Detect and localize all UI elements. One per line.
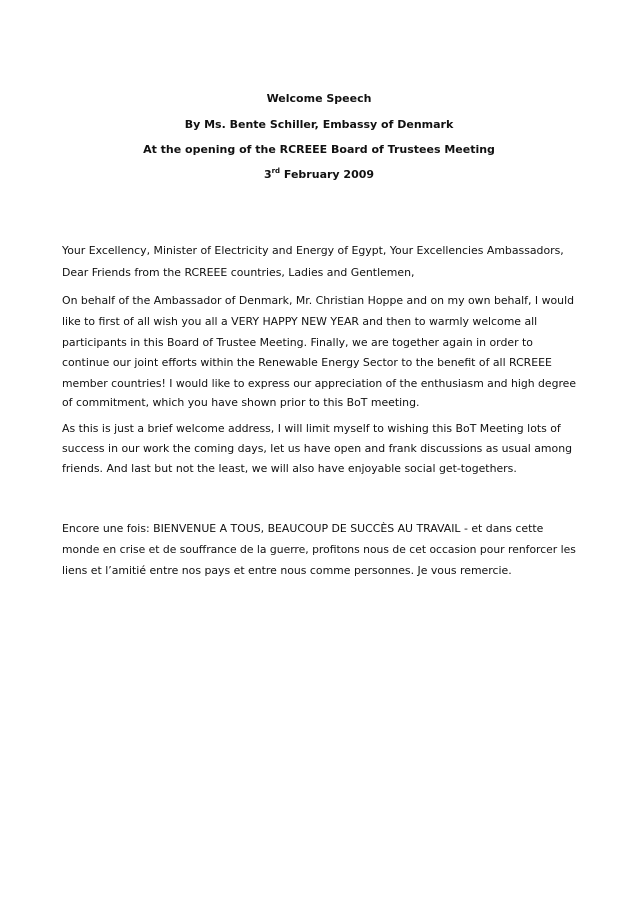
- paragraph-line: Your Excellency, Minister of Electricity and Energy of Egypt, Your Excellencies Ambassadors,: [62, 244, 564, 257]
- paragraph-line: member countries! I would like to express our appreciation of the enthusiasm and high degree: [62, 377, 576, 390]
- date-ordinal-suffix: rd: [271, 167, 281, 175]
- date-month-year: February 2009: [280, 168, 375, 181]
- paragraph-line: like to first of all wish you all a VERY HAPPY NEW YEAR and then to warmly welcome all: [62, 315, 538, 328]
- paragraph-line: As this is just a brief welcome address, I will limit myself to wishing this BoT Meeting lots of: [62, 422, 561, 435]
- paragraph-line: participants in this Board of Trustee Meeting. Finally, we are together again in order to: [62, 336, 533, 349]
- speech-occasion: At the opening of the RCREEE Board of Trustees Meeting: [143, 143, 495, 156]
- paragraph-line: of commitment, which you have shown prior to this BoT meeting.: [62, 396, 420, 409]
- speech-title: Welcome Speech: [266, 92, 372, 105]
- paragraph-line: monde en crise et de souffrance de la guerre, profitons nous de cet occasion pour renforcer les: [62, 543, 576, 556]
- paragraph-line: liens et l’amitié entre nos pays et entre nous comme personnes. Je vous remercie.: [62, 564, 512, 577]
- date-day: 3: [263, 168, 272, 181]
- paragraph-line: success in our work the coming days, let us have open and frank discussions as usual among: [62, 442, 573, 455]
- paragraph-line: Dear Friends from the RCREEE countries, Ladies and Gentlemen,: [62, 266, 415, 279]
- speech-date: [0, 168, 638, 182]
- paragraph-line: friends. And last but not the least, we will also have enjoyable social get-togethers.: [62, 462, 517, 475]
- speech-byline: By Ms. Bente Schiller, Embassy of Denmark: [184, 118, 454, 131]
- paragraph-line: continue our joint efforts within the Renewable Energy Sector to the benefit of all RCREEE: [62, 356, 552, 369]
- paragraph-line: Encore une fois: BIENVENUE A TOUS, BEAUCOUP DE SUCCÈS AU TRAVAIL - et dans cette: [62, 522, 544, 535]
- paragraph-line: On behalf of the Ambassador of Denmark, Mr. Christian Hoppe and on my own behalf, I would: [62, 294, 575, 307]
